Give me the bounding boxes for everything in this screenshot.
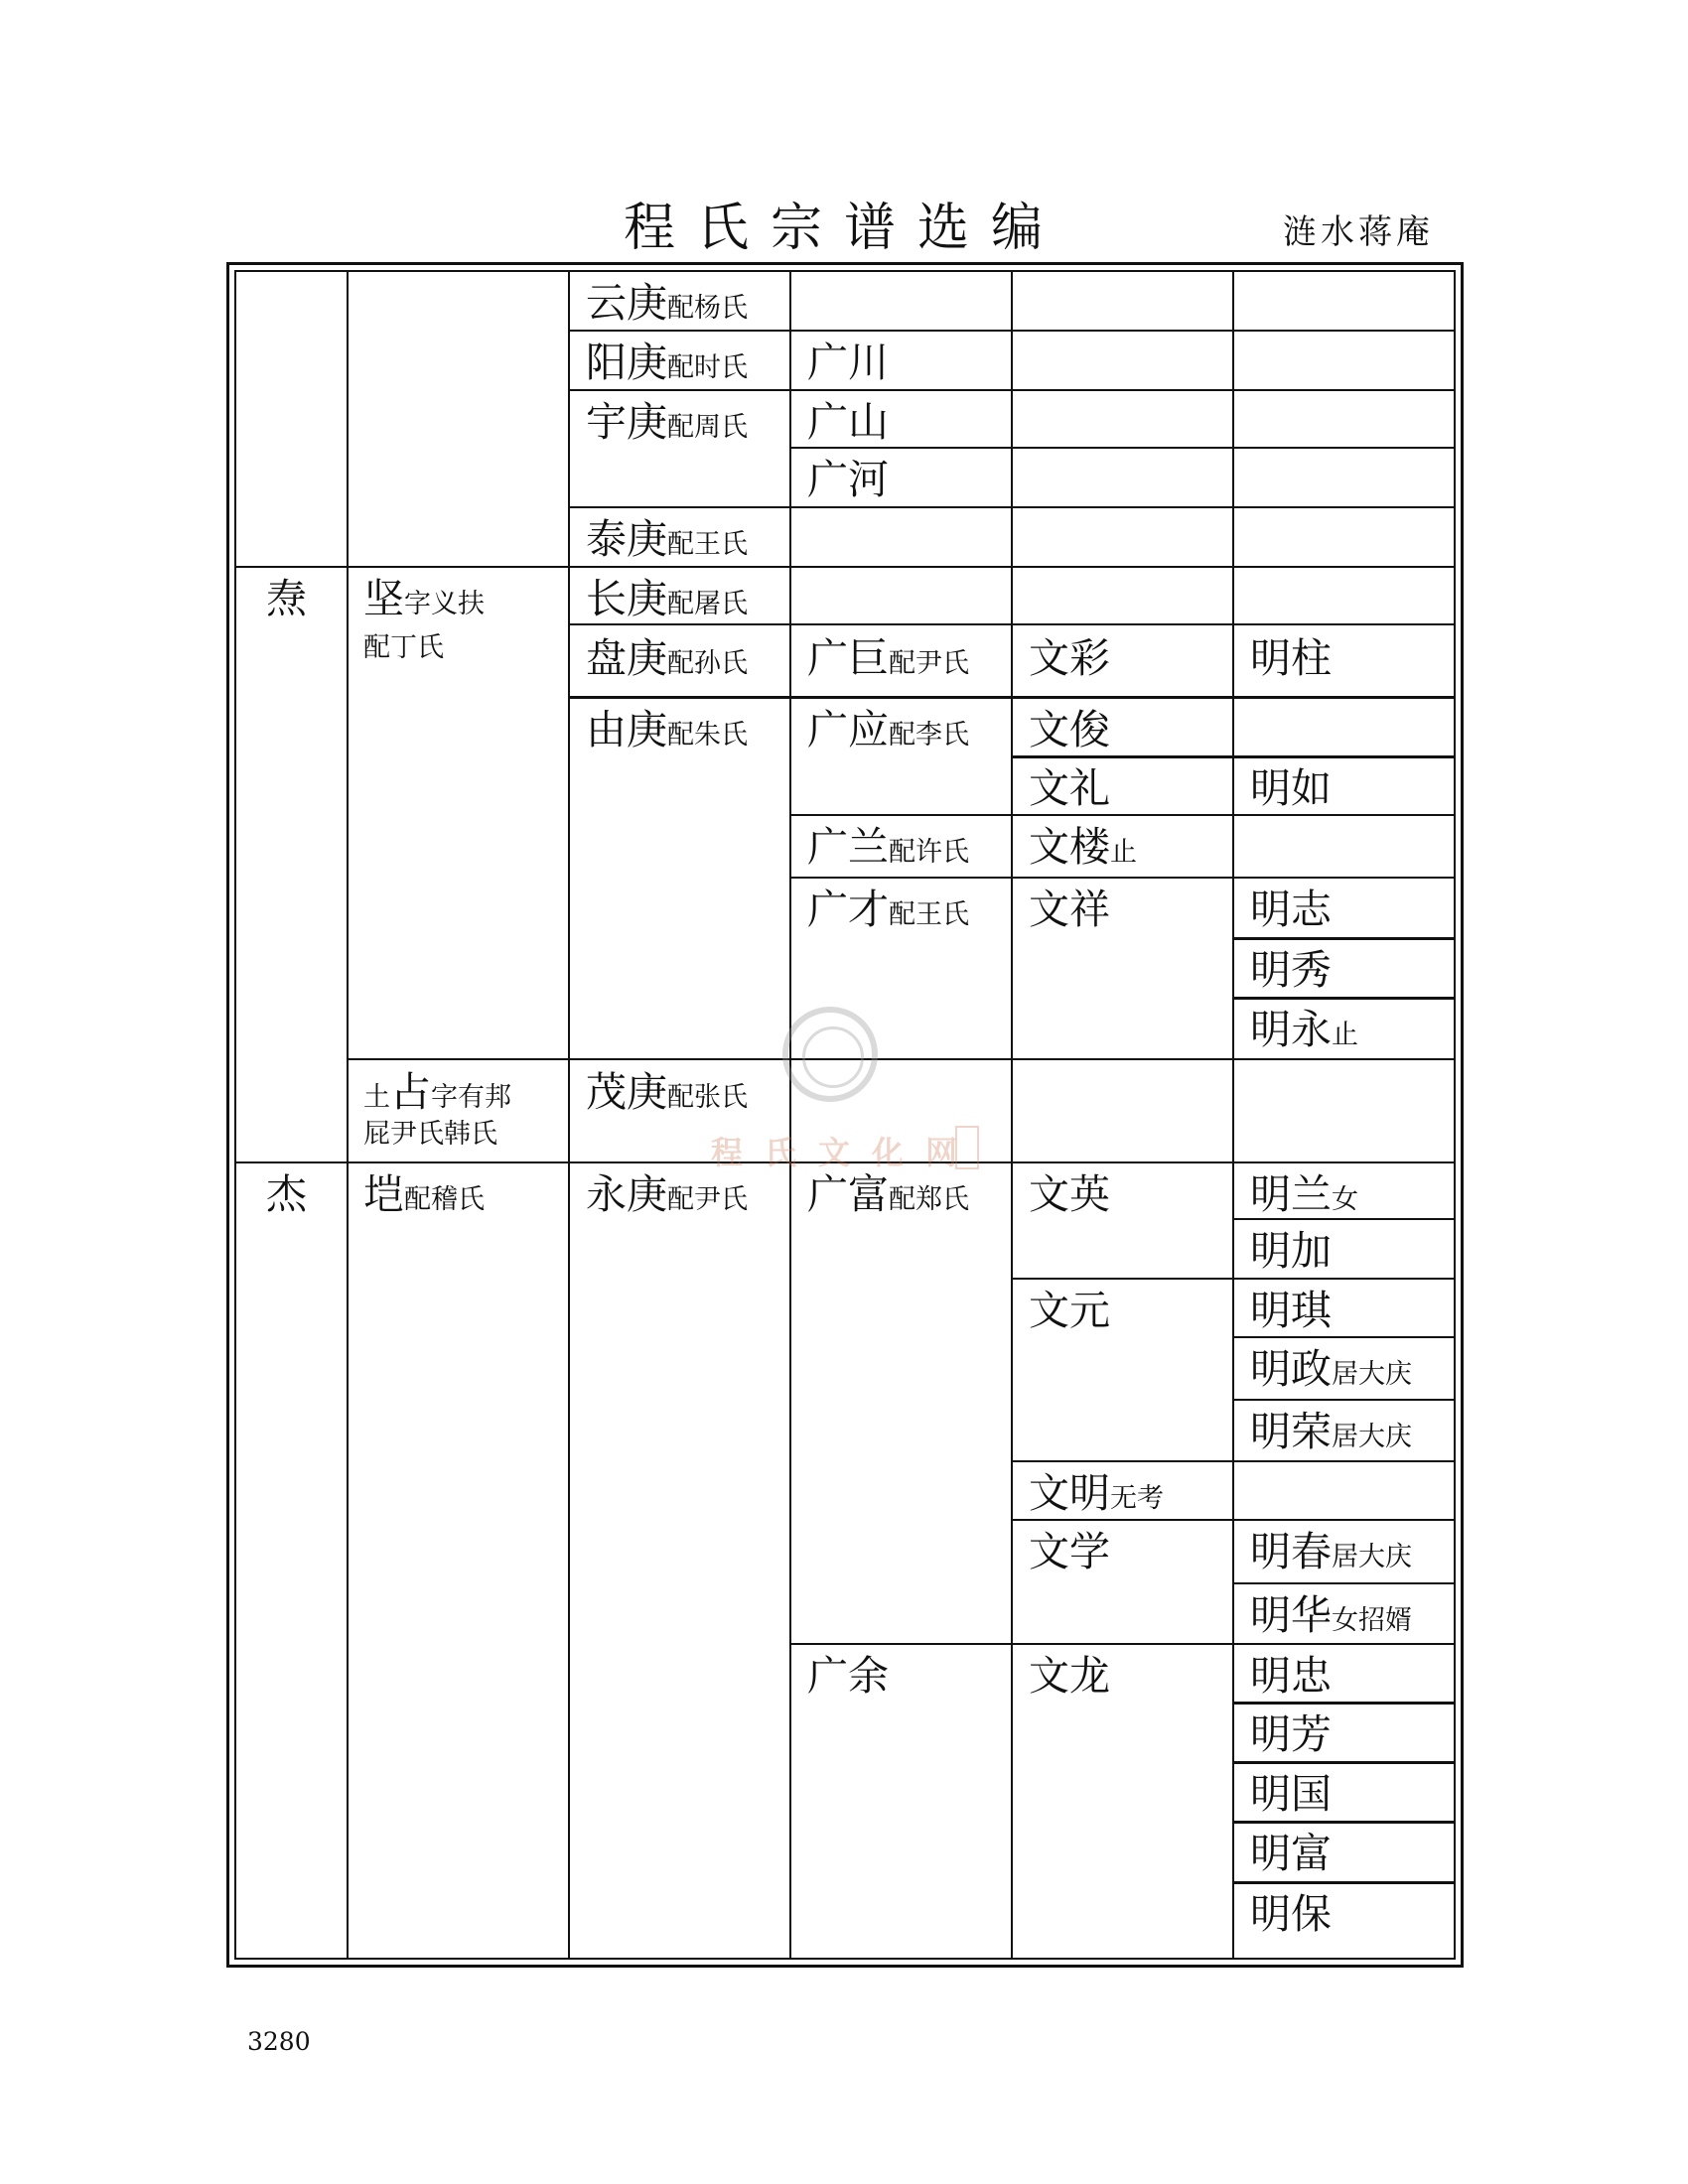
gen5-name: 文元: [1029, 1287, 1110, 1334]
gen6-name: 明永: [1250, 1006, 1332, 1053]
gen4-name: 广山: [807, 398, 889, 446]
row-line: [1011, 1278, 1456, 1280]
row-line: [789, 1643, 1456, 1645]
row-line: [1232, 1399, 1456, 1401]
gen3-name: 宇庚: [586, 398, 667, 446]
gen6-entry: [1250, 1527, 1412, 1576]
gen6-name: 明志: [1250, 886, 1332, 933]
gen6-note: 居大庆: [1332, 1359, 1412, 1390]
row-line: [347, 1058, 1456, 1060]
gen2-prefix: 土: [363, 1082, 390, 1113]
gen3-note: 配尹氏: [667, 1184, 748, 1215]
gen4-entry: [807, 705, 969, 754]
gen3-note: 配时氏: [667, 352, 748, 383]
row-line: [1232, 1761, 1456, 1764]
row-line: [791, 447, 1456, 449]
gen5-note: 无考: [1110, 1483, 1164, 1514]
gen6-name: 明华: [1250, 1591, 1332, 1639]
gen6-name: 明兰: [1250, 1170, 1332, 1218]
gen2-entry: [363, 1067, 511, 1117]
gen1-name: 杰: [266, 1170, 307, 1218]
gen4-name: 广川: [807, 339, 889, 386]
gen3-note: 配张氏: [667, 1082, 748, 1113]
row-line: [234, 566, 1456, 568]
gen6-name: 明加: [1250, 1227, 1332, 1275]
row-line: [1011, 1460, 1456, 1462]
gen3-note: 配朱氏: [667, 720, 748, 751]
row-line: [568, 696, 1456, 699]
gen6-name: 明春: [1250, 1528, 1332, 1575]
gen3-name: 永庚: [586, 1170, 667, 1218]
gen6-note: 居大庆: [1332, 1542, 1412, 1572]
gen3-entry: [586, 397, 748, 447]
gen2-note: 配稽氏: [404, 1184, 485, 1215]
row-line: [568, 623, 1456, 625]
gen6-note: 女: [1332, 1184, 1358, 1215]
gen3-entry: [586, 1067, 748, 1117]
page-title: 程氏宗谱选编: [623, 199, 1064, 258]
gen3-entry: [586, 514, 748, 564]
col-divider-2: [568, 270, 570, 1960]
seal-stamp-icon: [782, 1007, 878, 1102]
gen3-note: 配杨氏: [667, 293, 748, 324]
gen6-note: 居大庆: [1332, 1422, 1412, 1452]
gen2-name: 垲: [363, 1170, 404, 1218]
gen6-name: 明芳: [1250, 1710, 1332, 1758]
gen5-entry: [1029, 822, 1137, 872]
gen3-name: 茂庚: [586, 1068, 667, 1116]
gen6-name: 明政: [1250, 1345, 1332, 1393]
gen3-entry: [586, 1169, 748, 1219]
gen3-name: 长庚: [586, 575, 667, 622]
gen5-entry: [1029, 1468, 1164, 1518]
row-line: [789, 814, 1456, 816]
gen6-name: 明柱: [1250, 634, 1332, 682]
gen4-entry: [807, 633, 969, 683]
gen6-name: 明秀: [1250, 946, 1332, 994]
gen6-name: 明富: [1250, 1830, 1332, 1877]
gen2-name: 坚: [363, 575, 404, 622]
row-line: [789, 877, 1456, 879]
row-line: [1232, 937, 1456, 940]
gen5-name: 文俊: [1029, 706, 1110, 753]
col-divider-3: [789, 270, 791, 1960]
gen2-entry: [363, 574, 485, 623]
gen6-entry: [1250, 1590, 1412, 1640]
gen2-note: 字义扶: [404, 589, 485, 619]
gen4-entry: [807, 885, 969, 934]
gen6-name: 明荣: [1250, 1408, 1332, 1455]
row-line: [568, 389, 1456, 391]
gen4-name: 广应: [807, 706, 889, 753]
row-line: [1232, 1336, 1456, 1338]
page-number: 3280: [247, 2027, 311, 2056]
gen5-name: 文彩: [1029, 634, 1110, 682]
gen6-name: 明保: [1250, 1890, 1332, 1938]
watermark-stamp-icon: [955, 1126, 979, 1169]
gen3-note: 配王氏: [667, 529, 748, 560]
row-line: [1232, 1881, 1456, 1884]
gen3-note: 配孙氏: [667, 648, 748, 679]
gen4-name: 广巨: [807, 634, 889, 682]
gen3-note: 配周氏: [667, 412, 748, 443]
gen5-name: 文明: [1029, 1469, 1110, 1517]
gen3-entry: [586, 574, 748, 623]
gen3-name: 阳庚: [586, 339, 667, 386]
gen3-name: 由庚: [586, 706, 667, 753]
gen4-note: 配王氏: [889, 899, 969, 930]
row-line: [1232, 1821, 1456, 1824]
gen5-note: 止: [1110, 837, 1137, 868]
gen3-entry: [586, 278, 748, 328]
gen6-name: 明忠: [1250, 1652, 1332, 1700]
gen6-entry: [1250, 1344, 1412, 1394]
gen4-name: 广河: [807, 456, 889, 503]
gen4-name: 广才: [807, 886, 889, 933]
gen6-name: 明如: [1250, 764, 1332, 812]
gen3-name: 云庚: [586, 279, 667, 327]
row-line: [568, 330, 1456, 332]
gen6-entry: [1250, 1005, 1358, 1054]
gen5-name: 文龙: [1029, 1652, 1110, 1700]
gen4-entry: [807, 822, 969, 872]
gen6-name: 明琪: [1250, 1287, 1332, 1334]
gen6-name: 明国: [1250, 1770, 1332, 1818]
gen6-entry: [1250, 1407, 1412, 1456]
gen4-name: 广余: [807, 1652, 889, 1700]
row-line: [1011, 755, 1456, 758]
gen6-entry: [1250, 1169, 1358, 1219]
gen4-note: 配郑氏: [889, 1184, 969, 1215]
gen4-name: 广富: [807, 1170, 889, 1218]
gen2-entry: [363, 1169, 485, 1219]
gen2-note: 屁尹氏韩氏: [363, 1119, 497, 1150]
gen5-name: 文英: [1029, 1170, 1110, 1218]
gen5-name: 文楼: [1029, 823, 1110, 871]
row-line: [1232, 1702, 1456, 1705]
row-line: [1232, 997, 1456, 1000]
gen6-note: 女招婿: [1332, 1605, 1412, 1636]
col-divider-5: [1232, 270, 1234, 1960]
gen4-name: 广兰: [807, 823, 889, 871]
gen3-name: 盘庚: [586, 634, 667, 682]
col-divider-1: [347, 270, 349, 1960]
row-line: [1232, 1582, 1456, 1584]
gen1-name: 焘: [266, 575, 307, 622]
gen3-entry: [586, 705, 748, 754]
row-line: [1011, 1519, 1456, 1521]
gen3-name: 泰庚: [586, 515, 667, 563]
gen4-note: 配尹氏: [889, 648, 969, 679]
gen2-note: 字有邦: [431, 1082, 511, 1113]
gen5-name: 文祥: [1029, 886, 1110, 933]
gen5-name: 文学: [1029, 1528, 1110, 1575]
gen2-note: 配丁氏: [363, 632, 444, 663]
gen6-note: 止: [1332, 1020, 1358, 1050]
gen3-entry: [586, 338, 748, 387]
row-line: [568, 506, 1456, 508]
gen4-note: 配李氏: [889, 720, 969, 751]
gen3-note: 配屠氏: [667, 589, 748, 619]
gen2-name: 占: [390, 1068, 431, 1116]
gen5-name: 文礼: [1029, 764, 1110, 812]
gen4-note: 配许氏: [889, 837, 969, 868]
gen3-entry: [586, 633, 748, 683]
gen4-entry: [807, 1169, 969, 1219]
page-subtitle: 涟水蒋庵: [1283, 212, 1434, 252]
watermark: 程氏文化网: [711, 1134, 980, 1171]
col-divider-4: [1011, 270, 1013, 1960]
